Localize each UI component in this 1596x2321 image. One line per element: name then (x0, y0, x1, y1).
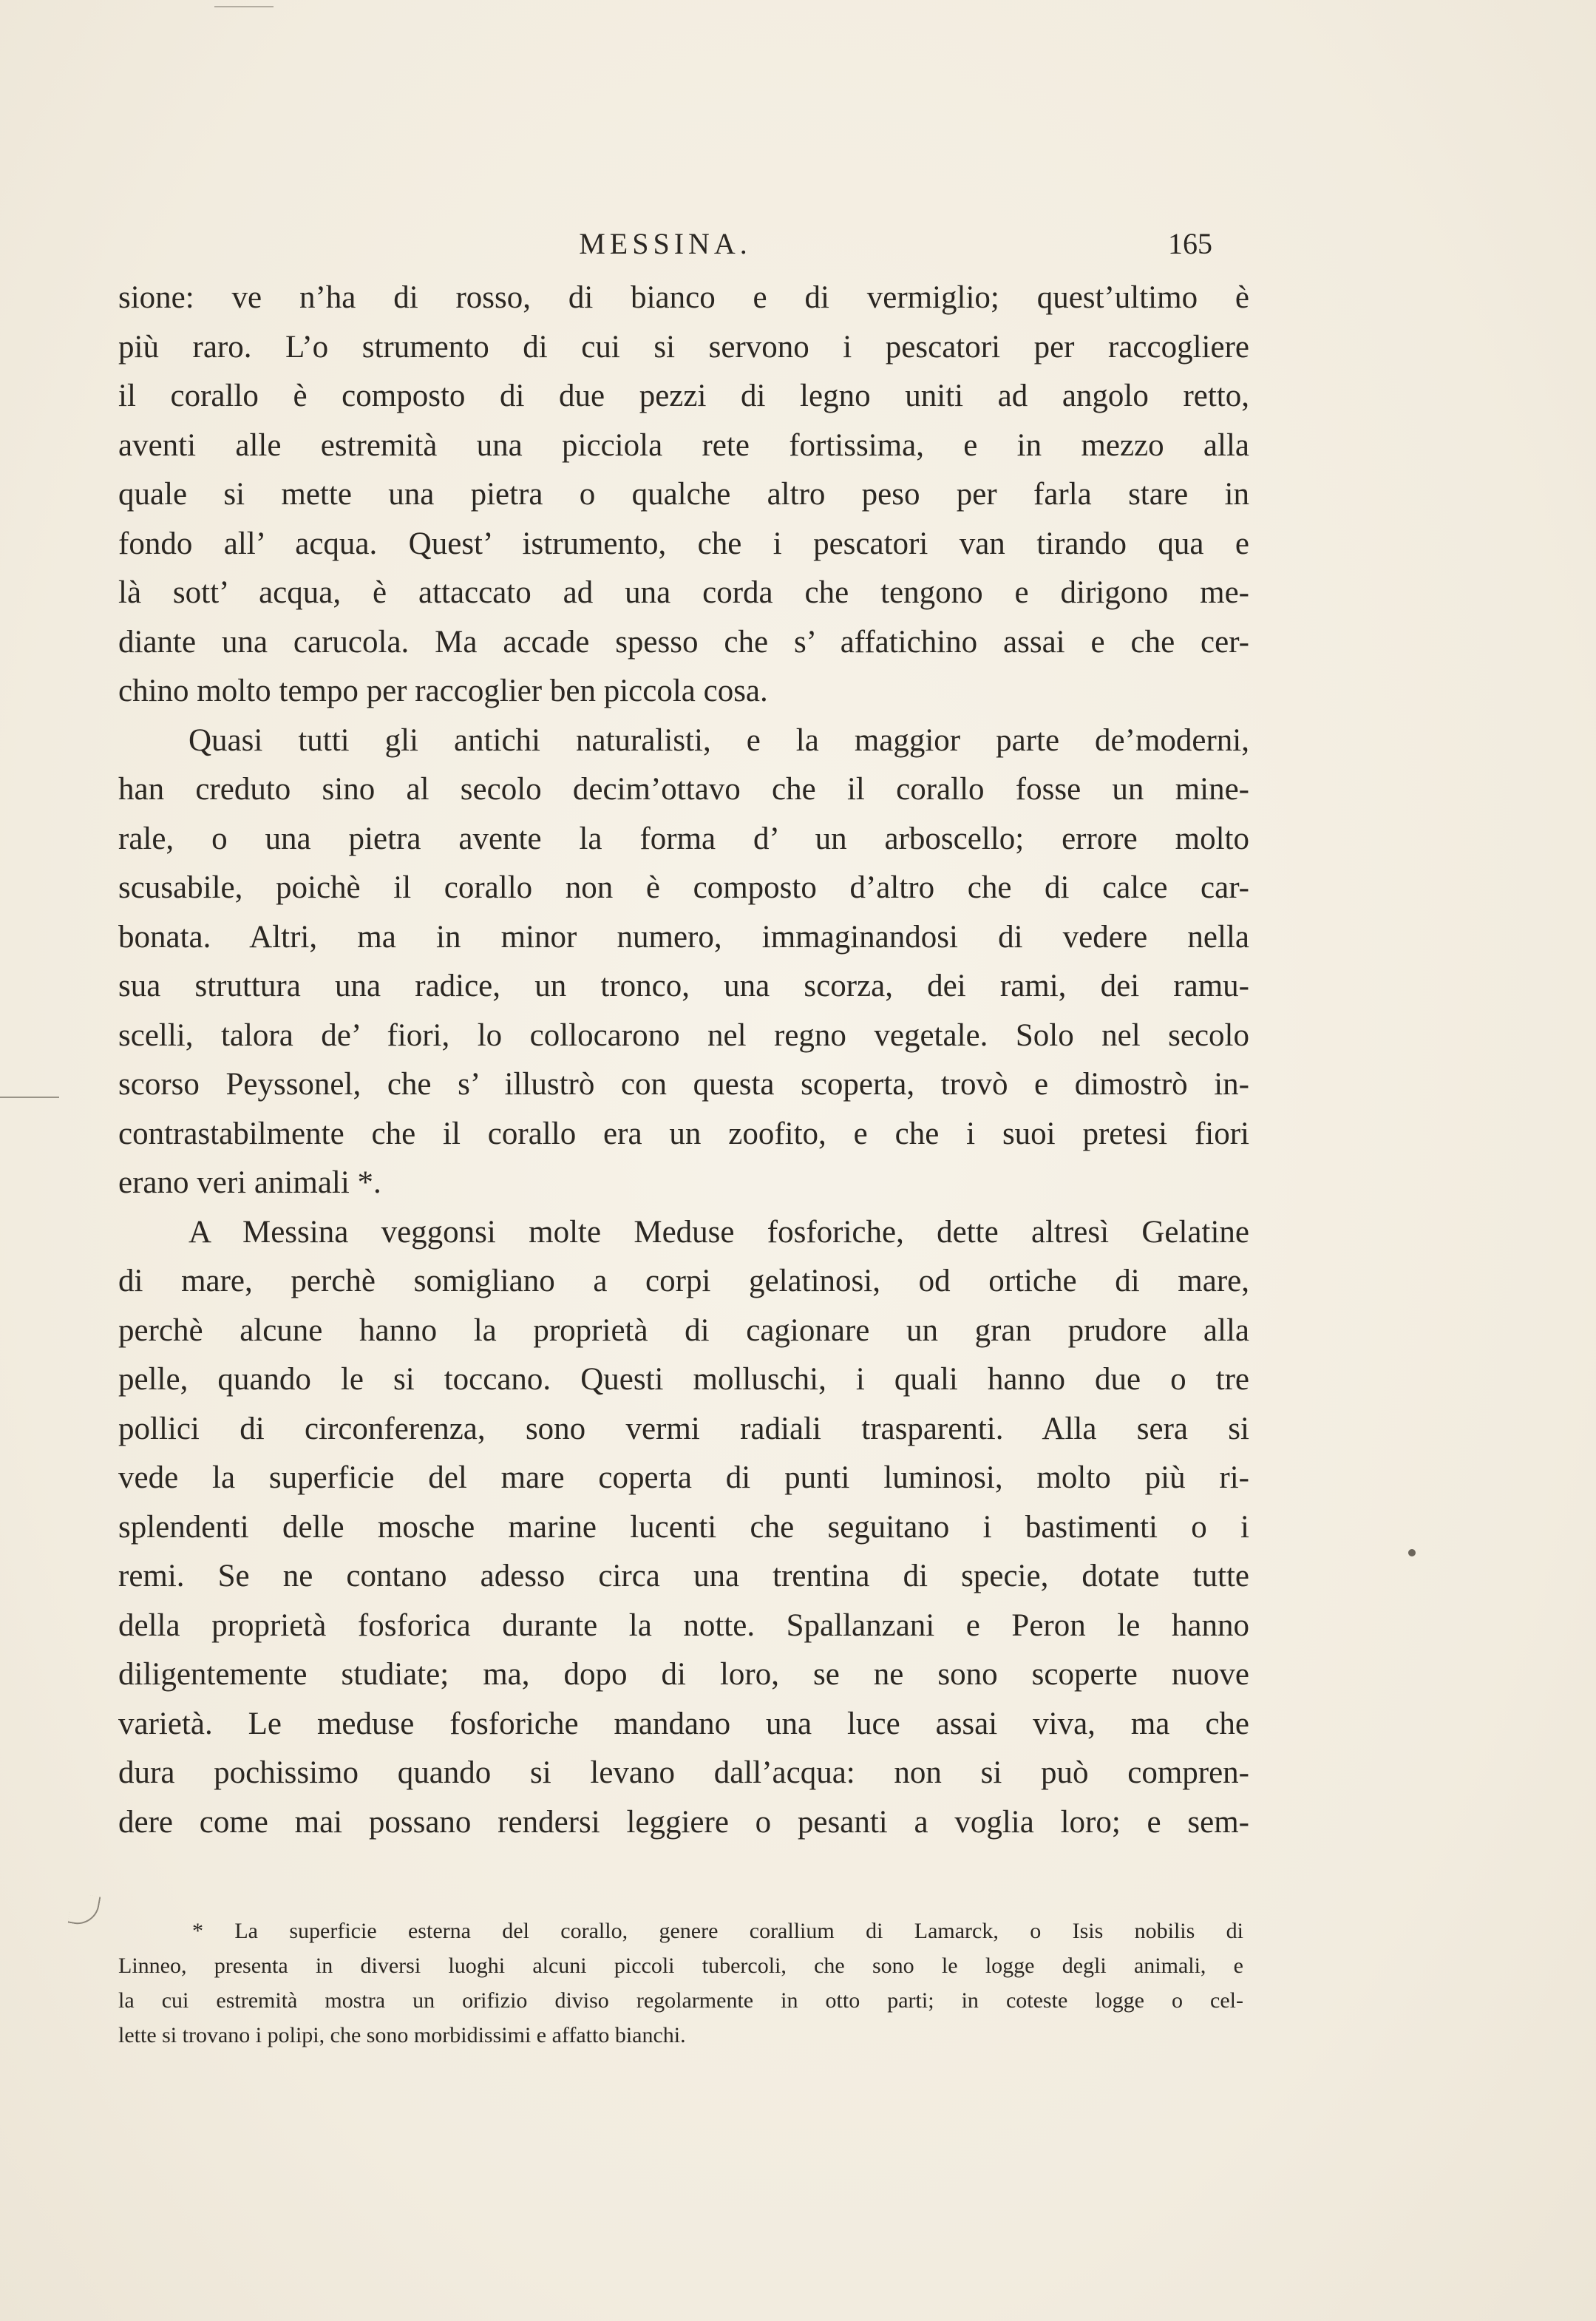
text-line: più raro. L’o strumento di cui si servono i pescatori per raccogliere (118, 329, 1249, 365)
text-line: della proprietà fosforica durante la notte. Spallanzani e Peron le hanno (118, 1607, 1249, 1643)
text-line: dura pochissimo quando si levano dall’acqua: non si può compren- (118, 1755, 1249, 1790)
text-line: varietà. Le meduse fosforiche mandano una luce assai viva, ma che (118, 1706, 1249, 1741)
text-line: A Messina veggonsi molte Meduse fosforiche, dette altresì Gelatine (189, 1214, 1249, 1250)
text-line: scorso Peyssonel, che s’ illustrò con questa scoperta, trovò e dimostrò in- (118, 1067, 1249, 1102)
text-line: il corallo è composto di due pezzi di legno uniti ad angolo retto, (118, 379, 1249, 413)
text-line: bonata. Altri, ma in minor numero, immaginandosi di vedere nella (118, 919, 1249, 955)
text-line: diante una carucola. Ma accade spesso che s’ affatichino assai e che cer- (118, 624, 1249, 660)
text-line: vede la superficie del mare coperta di punti luminosi, molto più ri- (118, 1460, 1249, 1495)
margin-mark (0, 1097, 59, 1098)
text-line: han creduto sino al secolo decim’ottavo che il corallo fosse un mine- (118, 772, 1249, 807)
text-line: perchè alcune hanno la proprietà di cagionare un gran prudore alla (118, 1312, 1249, 1348)
text-line: erano veri animali *. (118, 1165, 381, 1200)
text-line: chino molto tempo per raccoglier ben piccola cosa. (118, 674, 768, 708)
footnote-line: Linneo, presenta in diversi luoghi alcuni piccoli tubercoli, che sono le logge degli animali, e (118, 1954, 1243, 1978)
text-line: scelli, talora de’ fiori, lo collocarono nel regno vegetale. Solo nel secolo (118, 1017, 1249, 1053)
text-line: sione: ve n’ha di rosso, di bianco e di vermiglio; quest’ultimo è (118, 280, 1249, 315)
footnote-line: lette si trovano i polipi, che sono morbidissimi e affatto bianchi. (118, 2023, 686, 2047)
margin-scribble (68, 1892, 101, 1928)
text-line: dere come mai possano rendersi leggiere o pesanti a voglia loro; e sem- (118, 1804, 1249, 1840)
footnote-line: * La superficie esterna del corallo, genere corallium di Lamarck, o Isis nobilis di (192, 1919, 1243, 1943)
text-line: aventi alle estremità una picciola rete fortissima, e in mezzo alla (118, 427, 1249, 463)
text-line: diligentemente studiate; ma, dopo di loro, se ne sono scoperte nuove (118, 1657, 1249, 1692)
text-line: Quasi tutti gli antichi naturalisti, e la maggior parte de’moderni, (189, 722, 1249, 758)
text-line: contrastabilmente che il corallo era un zoofito, e che i suoi pretesi fiori (118, 1116, 1249, 1151)
text-line: là sott’ acqua, è attaccato ad una corda che tengono e dirigono me- (118, 575, 1249, 610)
text-line: rale, o una pietra avente la forma d’ un arboscello; errore molto (118, 821, 1249, 856)
footnote (118, 1914, 1243, 2053)
text-line: splendenti delle mosche marine lucenti che seguitano i bastimenti o i (118, 1509, 1249, 1545)
body-text (118, 274, 1249, 1847)
text-line: quale si mette una pietra o qualche altro peso per farla stare in (118, 477, 1249, 512)
ink-spot (1408, 1549, 1416, 1556)
text-line: di mare, perchè somigliano a corpi gelatinosi, od ortiche di mare, (118, 1264, 1249, 1298)
text-line: scusabile, poichè il corallo non è composto d’altro che di calce car- (118, 870, 1249, 905)
text-line: remi. Se ne contano adesso circa una trentina di specie, dotate tutte (118, 1559, 1249, 1593)
text-line: sua struttura una radice, un tronco, una scorza, dei rami, dei ramu- (118, 969, 1249, 1003)
page-header (118, 222, 1212, 266)
page-number: 165 (1168, 227, 1212, 260)
text-line: fondo all’ acqua. Quest’ istrumento, che i pescatori van tirando qua e (118, 526, 1249, 561)
running-title: MESSINA. (579, 227, 752, 260)
edge-mark (214, 6, 274, 7)
text-line: pollici di circonferenza, sono vermi radiali trasparenti. Alla sera si (118, 1411, 1249, 1446)
footnote-line: la cui estremità mostra un orifizio diviso regolarmente in otto parti; in coteste logge o cel- (118, 1988, 1243, 2013)
text-line: pelle, quando le si toccano. Questi molluschi, i quali hanno due o tre (118, 1362, 1249, 1397)
